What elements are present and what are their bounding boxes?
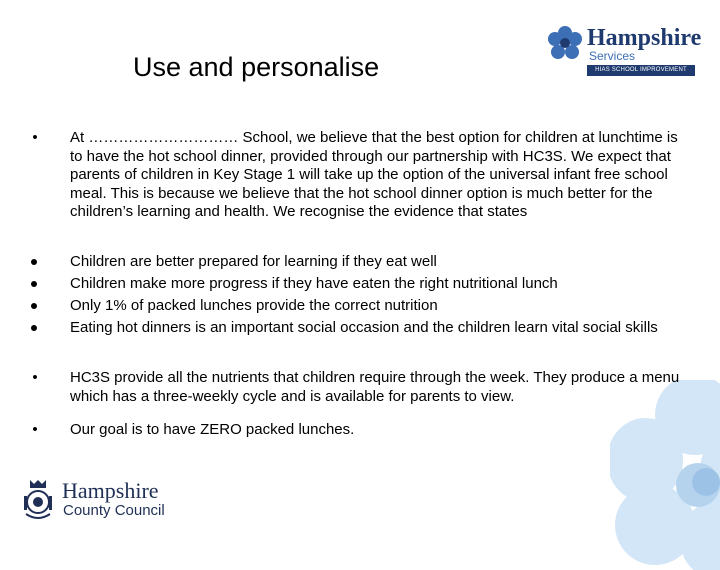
goal-paragraph: Our goal is to have ZERO packed lunches.	[70, 421, 355, 438]
hampshire-county-council-logo	[22, 478, 182, 522]
logo-subname: Services	[589, 49, 636, 63]
council-name: Hampshire	[62, 478, 159, 503]
council-subname: County Council	[63, 502, 165, 519]
intro-paragraph: At ………………………… School, we believe that the best option for children at lunchtime is to have the hot school dinner, provided through our partnership with HC3S. We expect that parents of children in Key Stage 1 will take up the option of the universal infant free school meal. This is because we believe that the hot school dinner option is much better for the children’s learning and health. We recognise the evidence that states	[70, 129, 678, 221]
list-bullet	[31, 281, 37, 287]
evidence-item: Eating hot dinners is an important social occasion and the children learn vital social skills	[70, 319, 658, 336]
evidence-item: Only 1% of packed lunches provide the correct nutrition	[70, 297, 438, 314]
list-bullet	[31, 259, 37, 265]
list-bullet	[31, 325, 37, 331]
evidence-item: Children make more progress if they have eaten the right nutritional lunch	[70, 275, 558, 292]
crest-icon	[22, 478, 54, 522]
logo-strip: HIAS SCHOOL IMPROVEMENT	[587, 65, 695, 76]
list-bullet	[31, 303, 37, 309]
bullet-marker: •	[32, 129, 38, 146]
hc3s-paragraph: HC3S provide all the nutrients that children require through the week. They produce a menu which has a three-weekly cycle and is available for parents to view.	[70, 369, 680, 405]
decorative-flower-icon	[610, 380, 720, 570]
logo-name: Hampshire	[587, 25, 702, 51]
bullet-marker: •	[32, 421, 38, 438]
evidence-item: Children are better prepared for learning if they eat well	[70, 253, 437, 270]
bullet-marker: •	[32, 369, 38, 386]
slide-title: Use and personalise	[133, 52, 380, 82]
flower-icon	[545, 24, 585, 64]
hampshire-services-logo	[545, 24, 705, 80]
